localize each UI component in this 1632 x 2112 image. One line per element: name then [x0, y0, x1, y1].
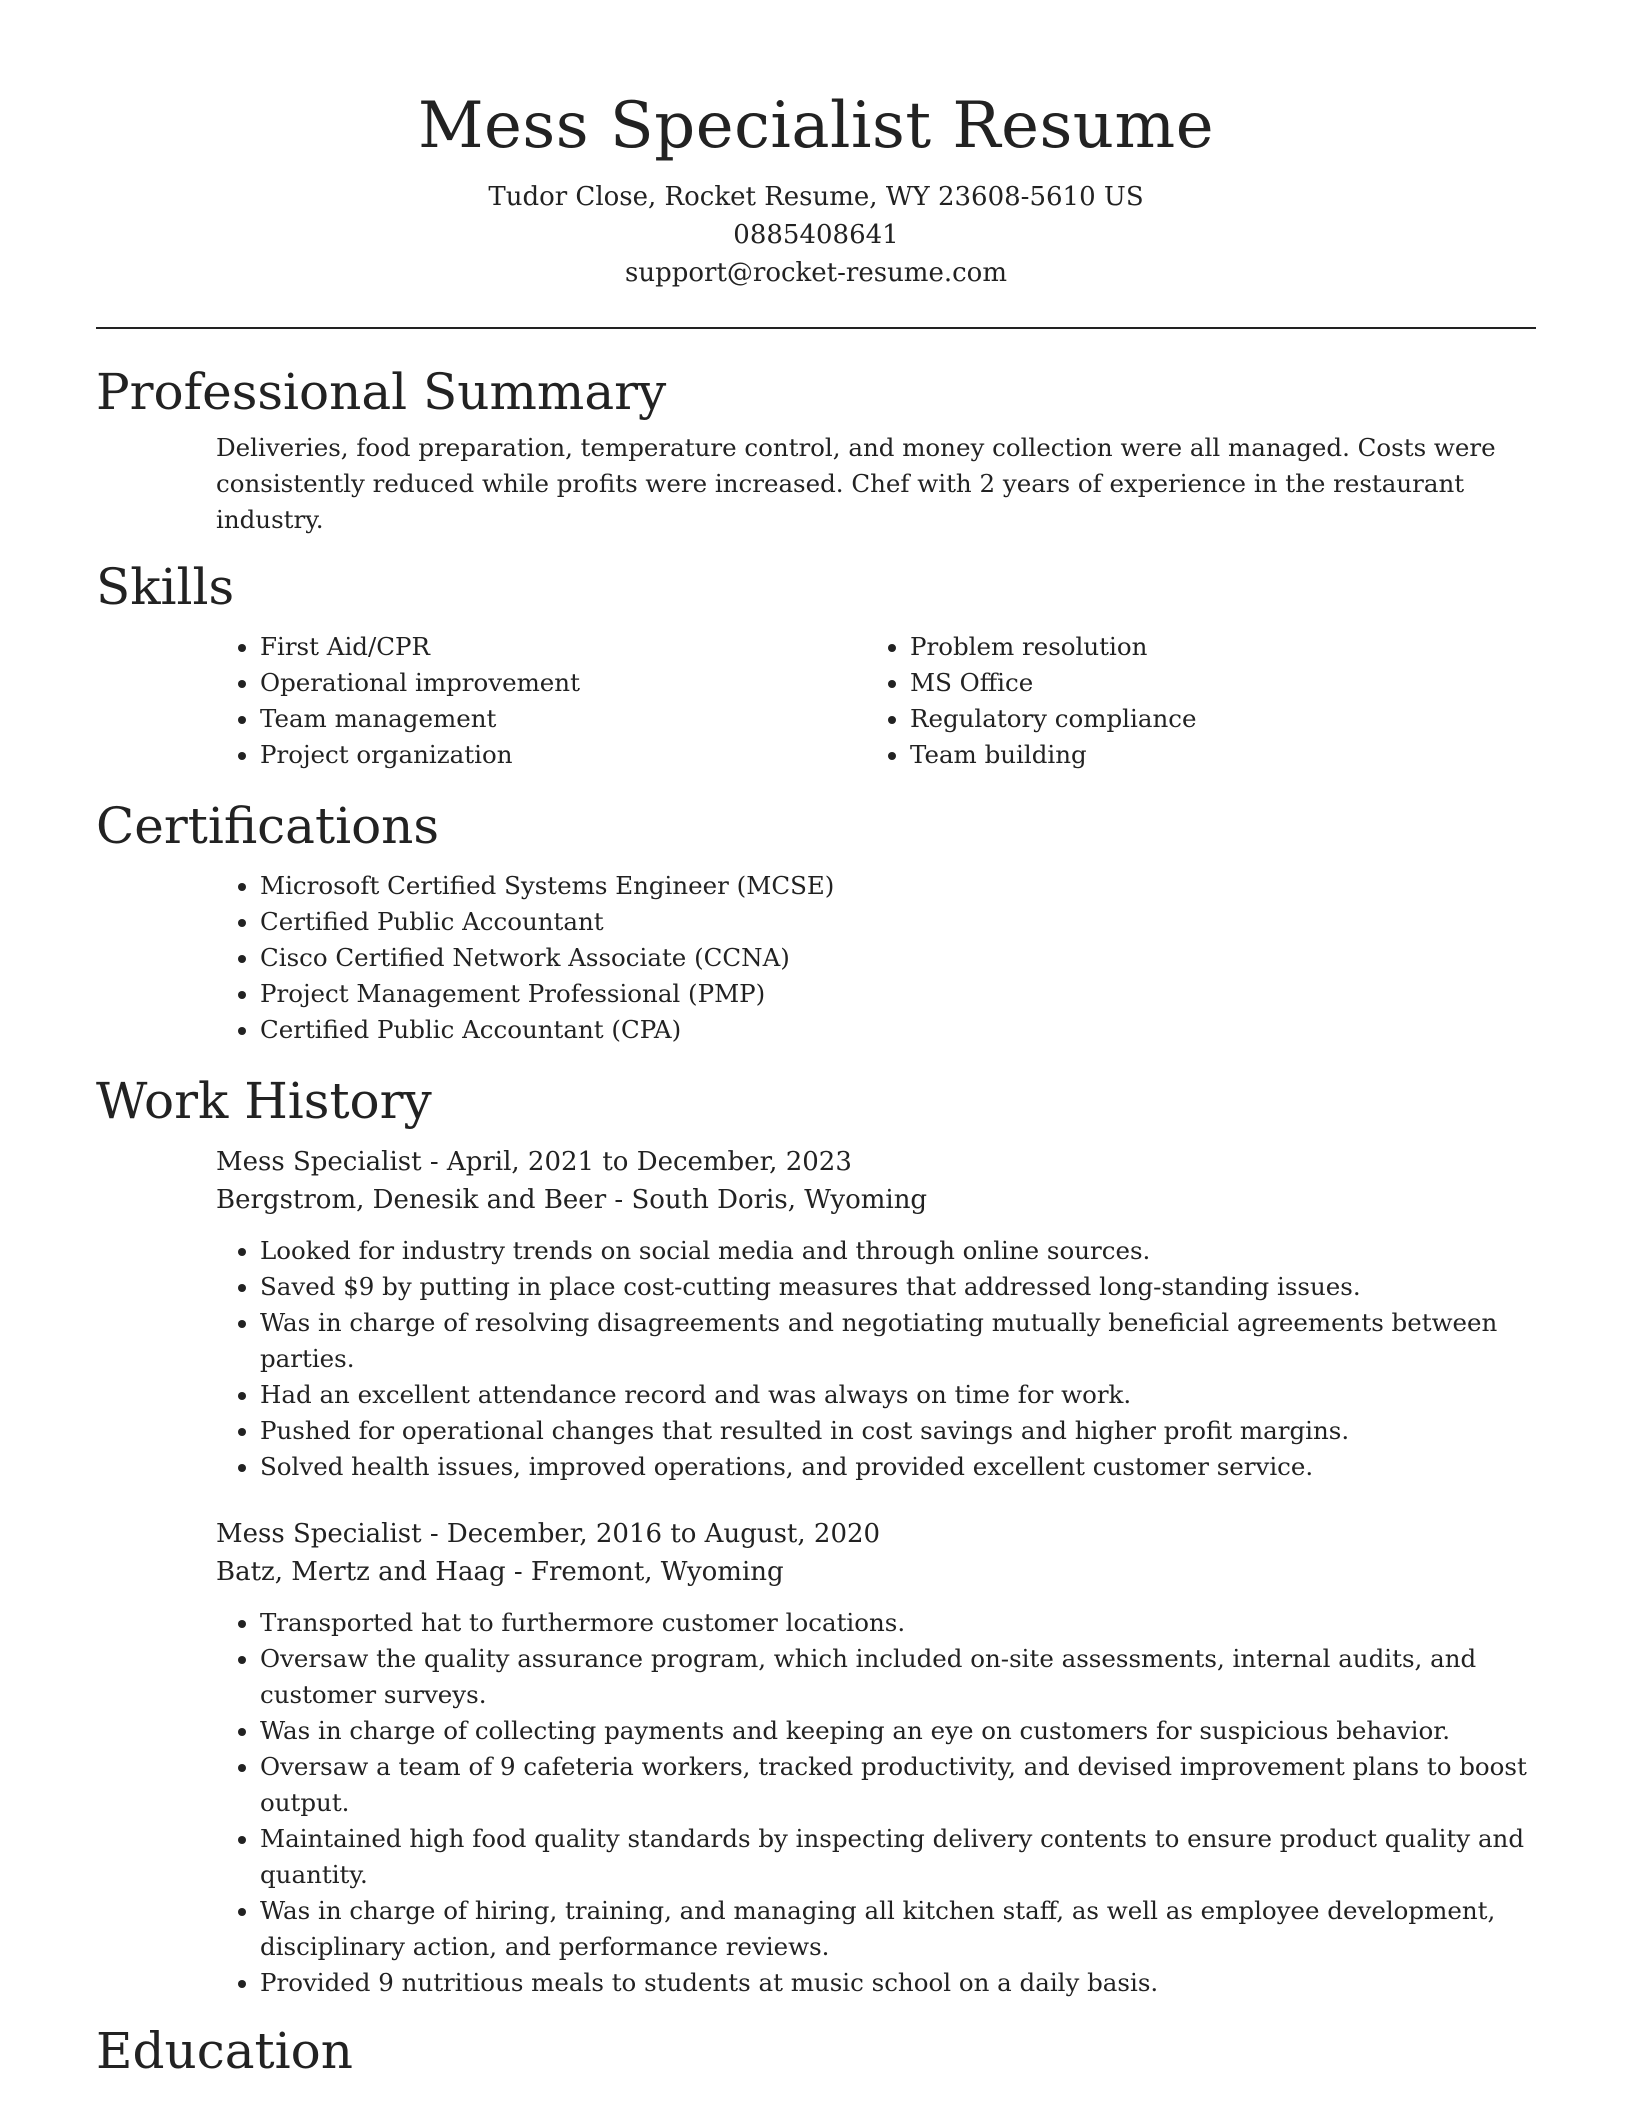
- job-entry: [96, 1143, 1536, 1485]
- skill-item: • First Aid/CPR: [260, 629, 910, 665]
- email-address: support@rocket-resume.com: [624, 258, 1007, 288]
- skills-heading: Skills: [96, 558, 235, 616]
- job-duty: • Oversaw the quality assurance program, which included on-site assessments, internal audits, and customer surveys.: [260, 1641, 1536, 1713]
- skill-item: • MS Office: [910, 665, 1196, 701]
- certification-item: • Certified Public Accountant: [260, 904, 1536, 940]
- certifications-heading: Certifications: [96, 797, 440, 855]
- skills-grid: [96, 629, 1536, 773]
- skill-item: • Operational improvement: [260, 665, 910, 701]
- skill-item: • Problem resolution: [910, 629, 1196, 665]
- skill-item: • Team building: [910, 737, 1196, 773]
- job-title-dates: Mess Specialist - April, 2021 to December, 2023: [216, 1147, 852, 1177]
- skill-item: • Project organization: [260, 737, 910, 773]
- certification-item: • Microsoft Certified Systems Engineer (MCSE): [260, 868, 1536, 904]
- skills-list-right: [910, 629, 1196, 773]
- job-employer-location: Bergstrom, Denesik and Beer - South Doris, Wyoming: [216, 1185, 928, 1215]
- job-duty: • Pushed for operational changes that resulted in cost savings and higher profit margins.: [260, 1413, 1536, 1449]
- header-divider: [96, 327, 1536, 329]
- job-duty: • Was in charge of collecting payments and keeping an eye on customers for suspicious behavior.: [260, 1713, 1536, 1749]
- job-duty: • Looked for industry trends on social media and through online sources.: [260, 1233, 1536, 1269]
- skill-item: • Team management: [260, 701, 910, 737]
- resume-header: [96, 0, 1536, 292]
- job-duty: • Was in charge of hiring, training, and managing all kitchen staff, as well as employee development, disciplinary action, and performance reviews.: [260, 1893, 1536, 1965]
- job-duty: • Was in charge of resolving disagreements and negotiating mutually beneficial agreements between parties.: [260, 1305, 1536, 1377]
- resume-page: [96, 0, 1536, 2081]
- certifications-list: [96, 868, 1536, 1048]
- certification-item: • Cisco Certified Network Associate (CCNA): [260, 940, 1536, 976]
- contact-block: [96, 178, 1536, 292]
- job-employer-location: Batz, Mertz and Haag - Fremont, Wyoming: [216, 1557, 784, 1587]
- phone-number: 0885408641: [733, 220, 899, 250]
- certifications-section: [96, 796, 1536, 1048]
- job-duty: • Provided 9 nutritious meals to students at music school on a daily basis.: [260, 1965, 1536, 2001]
- job-entry: [96, 1515, 1536, 2001]
- job-duties-list: [96, 1233, 1536, 1485]
- work-history-heading: Work History: [96, 1072, 432, 1130]
- job-duty: • Solved health issues, improved operations, and provided excellent customer service.: [260, 1449, 1536, 1485]
- education-section: [96, 2021, 1536, 2081]
- address: Tudor Close, Rocket Resume, WY 23608-5610 US: [488, 182, 1144, 212]
- job-duty: • Transported hat to furthermore customer locations.: [260, 1605, 1536, 1641]
- skills-list-left: [96, 629, 910, 773]
- job-duty: • Saved $9 by putting in place cost-cutting measures that addressed long-standing issues.: [260, 1269, 1536, 1305]
- work-history-section: [96, 1071, 1536, 2001]
- summary-heading: Professional Summary: [96, 363, 667, 421]
- skills-section: [96, 557, 1536, 773]
- job-duties-list: [96, 1605, 1536, 2001]
- job-title-dates: Mess Specialist - December, 2016 to August, 2020: [216, 1519, 881, 1549]
- skill-item: • Regulatory compliance: [910, 701, 1196, 737]
- job-duty: • Oversaw a team of 9 cafeteria workers, tracked productivity, and devised improvement plans to boost output.: [260, 1749, 1536, 1821]
- summary-text: Deliveries, food preparation, temperature control, and money collection were all managed. Costs were consistently reduced while profits were increased. Chef with 2 years of experience in the restaurant industry.: [216, 433, 1496, 534]
- education-heading: Education: [96, 2022, 353, 2080]
- job-duty: • Had an excellent attendance record and was always on time for work.: [260, 1377, 1536, 1413]
- summary-section: [96, 362, 1536, 538]
- certification-item: • Project Management Professional (PMP): [260, 976, 1536, 1012]
- certification-item: • Certified Public Accountant (CPA): [260, 1012, 1536, 1048]
- job-duty: • Maintained high food quality standards by inspecting delivery contents to ensure product quality and quantity.: [260, 1821, 1536, 1893]
- resume-title: Mess Specialist Resume: [417, 89, 1215, 163]
